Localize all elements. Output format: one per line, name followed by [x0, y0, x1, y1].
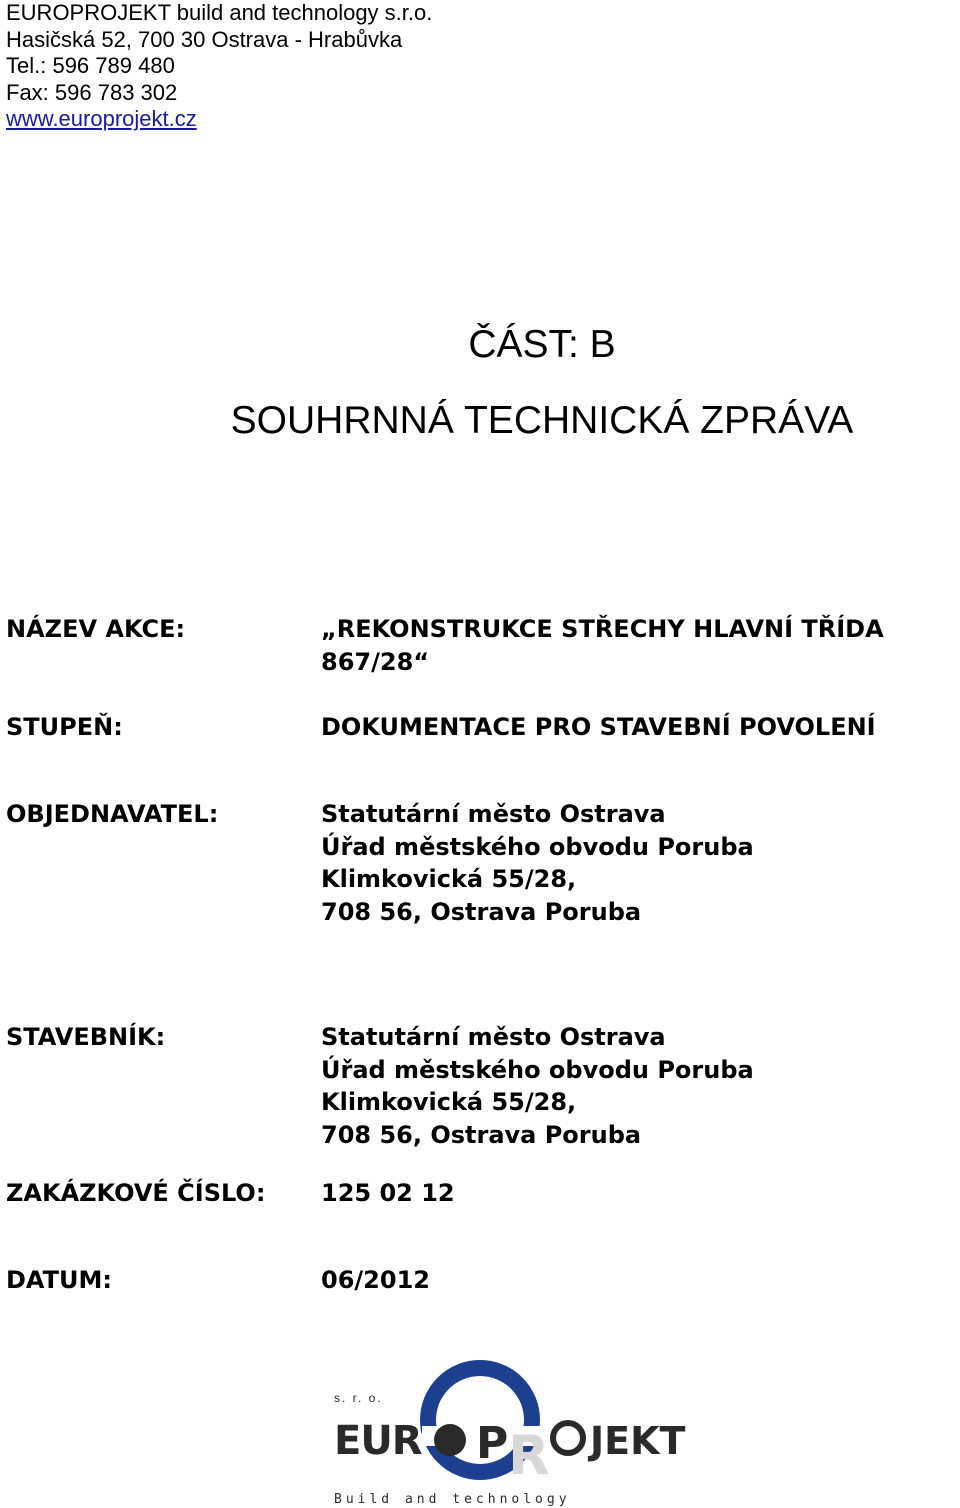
stage-value: DOKUMENTACE PRO STAVEBNÍ POVOLENÍ [321, 713, 876, 741]
order-number-label: ZAKÁZKOVÉ ČÍSLO: [6, 1179, 266, 1207]
client-line: Úřad městského obvodu Poruba [321, 832, 754, 861]
date-value: 06/2012 [321, 1266, 430, 1294]
company-website-link[interactable]: www.europrojekt.cz [6, 106, 197, 132]
document-title: SOUHRNNÁ TECHNICKÁ ZPRÁVA [230, 399, 854, 442]
client-line: 708 56, Ostrava Poruba [321, 897, 642, 926]
stage-label: STUPEŇ: [6, 713, 123, 741]
logo-sro: s. r. o. [334, 1391, 383, 1405]
builder-line: Klimkovická 55/28, [321, 1088, 577, 1116]
date-label: DATUM: [6, 1266, 112, 1294]
builder-value [321, 1021, 754, 1151]
builder-line: Úřad městského obvodu Poruba [321, 1055, 754, 1084]
project-name-line-2: 867/28“ [321, 647, 430, 676]
company-header [6, 0, 606, 133]
client-label: OBJEDNAVATEL: [6, 800, 219, 828]
client-value [321, 798, 754, 928]
logo-text-r: R [508, 1424, 550, 1487]
project-name-line-1: „REKONSTRUKCE STŘECHY HLAVNÍ TŘÍDA [321, 615, 884, 643]
logo-text-p: P [476, 1418, 509, 1469]
part-title: ČÁST: B [468, 323, 616, 366]
logo-o-ring-icon [553, 1423, 583, 1453]
logo-text-jekt: JEKT [590, 1419, 686, 1463]
europrojekt-logo [332, 1360, 708, 1508]
company-name: EUROPROJEKT build and technology s.r.o. [6, 0, 433, 25]
company-fax: Fax: 596 783 302 [6, 79, 178, 105]
company-address: Hasičská 52, 700 30 Ostrava - Hrabůvka [6, 26, 403, 52]
builder-line: Statutární město Ostrava [321, 1023, 666, 1051]
client-line: Klimkovická 55/28, [321, 865, 577, 893]
logo-o-dot-icon [434, 1424, 466, 1456]
logo-text-eur: EUR [334, 1418, 422, 1464]
project-name-value [321, 613, 884, 678]
order-number-value: 125 02 12 [321, 1179, 455, 1207]
logo-tagline: Build and technology [334, 1492, 571, 1507]
builder-line: 708 56, Ostrava Poruba [321, 1120, 642, 1149]
company-phone: Tel.: 596 789 480 [6, 53, 175, 79]
builder-label: STAVEBNÍK: [6, 1023, 166, 1051]
client-line: Statutární město Ostrava [321, 800, 666, 828]
project-name-label: NÁZEV AKCE: [6, 615, 186, 643]
